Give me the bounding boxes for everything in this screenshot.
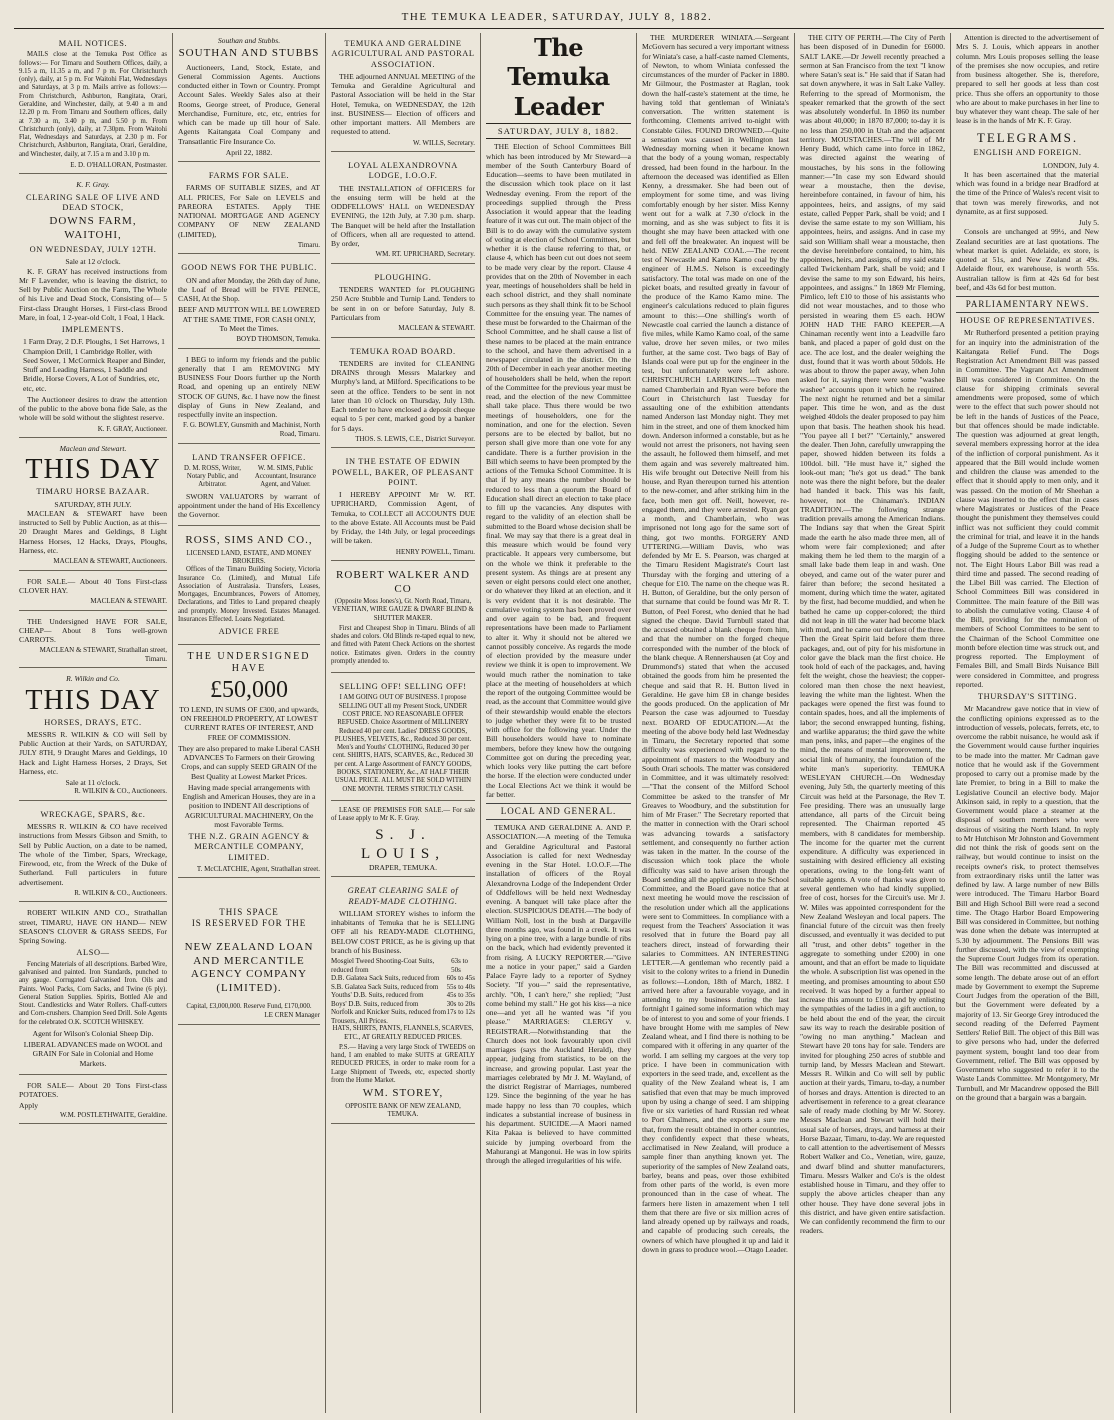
ad-southan-stubbs xyxy=(178,33,320,162)
ad-two-col xyxy=(178,465,320,492)
ad-heading: THE N.Z. GRAIN AGENCY & MERCANTILE COMPANY, LIMITED. xyxy=(188,832,310,862)
ad-lease xyxy=(331,804,475,877)
ad-heading: FARMS FOR SALE. xyxy=(208,171,290,181)
ad-heading: IMPLEMENTS. xyxy=(61,325,125,334)
price-row xyxy=(331,957,475,974)
ad-line: Sale at 12 o'clock. xyxy=(65,257,121,267)
ad-title: DOWNS FARM, WAITOHI, xyxy=(49,215,137,241)
ad-storey xyxy=(331,880,475,1124)
ad-tg-association xyxy=(331,33,475,152)
subsection-heading: ENGLISH AND FOREIGN. xyxy=(973,148,1082,158)
newspaper-page xyxy=(14,33,1104,1413)
leader-article: THE Election of School Committees Bill which has been introduced by Mr Steward—a member of the South Canterbury Board of Education—seems to have been mutilated in the discussion which took place on it last Wednesday evening. From the report of the proceedings supplied through the Press Association it would appear that the leading feature of it was cut out. The main object of the Bill is to do away with the cumulative system of voting at election of School Committees, but whether it is the clause referring to that, or clause 4, which has been cut out does not seem to be made very clear by the report. Clause 4 provides that on the 20th of November in each year, meetings of householders shall be held in each school district, and they shall nominate such persons as they shall think fit to be School Committee for the ensuing year. The names of these must be forwarded to the Chairman of the School Committee, and he shall cause a list of these names to be placed at the main entrance to the school, and have them advertised in a newspaper circulated in the district. On the 20th of December in each year another meeting of householders shall be held, when the report of the Committee for the previous year must be read, and the election of the new Committee shall take place. Thus there would be two meetings of householders, one for the nomination, and one for the election. Seven persons are to be elected by ballot, but no person shall give more than one vote for any candidate. There is a further provision in the Bill which seems to have been prompted by the actions of the Temuka School Committee. It is that if by any means the number should be reduced to less than a quorum the Board of Education shall direct an election to take place to fill up the vacancies. Any disputes with regard to the validity of an election shall be submitted to the Board whose decision shall be final. We may say that there is a great deal in this measure which would be found very practicable. It appears very cumbersome, but on the whole we think it preferable to the present system. As things are at present any seven or eight persons could elect one another, or do whatever they liked at an election, and it is very evident that it is not desirable. The cumulative voting system has been proved over and over again to be bad, and frequent representations have been made to Parliament to alter it. Why it should not be altered we cannot possibly conceive. As regards the mode of election provided by the measure under review we think it is open to improvement. We would much rather the nomination to take place at the meeting of householders at which the report of the outgoing Committee would be read, as the account that Committee would give of their stewardship would enable the electors to judge whether they were fit to be trusted with office for the following year. Under the Bill householders would have to nominate members, before they knew how the outgoing Committee got on during the preceding year, which looks very like putting the cart before the horse. If the election were conducted under the Local Elections Act we think it would be far better. xyxy=(486,142,631,799)
column-1 xyxy=(14,33,172,1413)
ad-line: Apply xyxy=(19,1101,38,1111)
ad-signature: W.M. POSTLETHWAITE, Geraldine. xyxy=(59,1110,167,1119)
news-body: Mr Rutherford presented a petition praying for an inquiry into the administration of the Kaitangata Relief Fund. The Dogs Registration Act Amendment Bill was passed in Committee. The Vagrant Act Amendment Bill was considered in Committee. On the clause for shipping criminals several amendments were proposed, some of which were to the effect that such power should not be left in the hands of Justices of the Peace, but that offences should be made indictable. The question was adjourned at great length, several members expressing horror at the idea of the infliction of corporal punishment. As it appeared that the Bill would include women and children the clause was amended to the effect that it should apply to men only, and it was passed. On the motion of Mr Sheehan a clause was inserted to the effect that in cases where Magistrates or Justices of the Peace thought the punishment they themselves could inflict was not sufficient they could commit the criminal for trial, and leave it in the hands of a Judge of the Supreme Court as to whether flogging should be added to the sentence or not. The Eight Hours Labor Bill was read a third time and passed. The second reading of the Libel Bill was carried. The Election of School Committees Bill was considered in Committee. The main feature of the Bill was to abolish the cumulative voting. Clause 4 of the Bill, providing for the nomination of members of School Committees to be sent to the Chairman of the School Committee one month before election time was struck out, and progress reported. The Employment of Females Bill, and Small Birds Nuisance Bill were considered in Committee, and progress reported. xyxy=(956,328,1099,689)
ad-good-news xyxy=(178,257,320,348)
ad-title: NEW ZEALAND LOAN AND MERCANTILE AGENCY COMPANY (LIMITED). xyxy=(184,941,314,994)
ad-signature: MACLEAN & STEWART, Auctioneers. xyxy=(53,557,167,566)
masthead-title: THE TEMUKA LEADER, SATURDAY, JULY 8, 1882. xyxy=(401,11,713,23)
ad-heading: TEMUKA ROAD BOARD. xyxy=(350,346,456,356)
price-row xyxy=(331,983,475,992)
ad-right: W. M. SIMS, Public Accountant, Insurance Agent, and Valuer. xyxy=(254,464,317,489)
ad-this-day-bazaar xyxy=(19,441,167,571)
price-value: 45s to 35s xyxy=(446,991,475,1000)
ad-heading: LAND TRANSFER OFFICE. xyxy=(192,452,306,462)
ad-signature: F. G. BOWLEY, Gunsmith and Machinist, North Road, Timaru. xyxy=(183,421,320,438)
price-list xyxy=(331,957,475,1025)
ad-signature: MACLEAN & STEWART, Strathallan street, Timaru. xyxy=(39,646,167,663)
ad-line: THIS SPACE xyxy=(219,907,279,918)
ad-this-day-horses xyxy=(19,671,167,801)
ad-signature: MACLEAN & STEWART. xyxy=(398,324,475,333)
ad-for-sale-carrots xyxy=(19,614,167,669)
price-item: Youths' D.B. Suits, reduced from xyxy=(331,991,424,1000)
ad-road-board xyxy=(331,341,475,449)
ad-selling-off xyxy=(331,676,475,801)
ad-body: I BEG to inform my friends and the public generally that I am REMOVING MY BUSINESS Four Doors further up the North Road, and opening up an entirely NEW STOCK OF GUNS, &c. I have now the finest display of Guns in New Zealand, and respectfully invite an inspection. xyxy=(178,354,320,420)
ad-body: ROBERT WILKIN AND CO., Strathallan street, TIMARU, HAVE ON HAND— NEW SEASON'S CLOVER & GRASS SEEDS, For Spring Sowing. xyxy=(19,908,167,946)
ad-potatoes xyxy=(19,1078,167,1124)
ad-title: ROSS, SIMS AND CO., xyxy=(185,534,313,547)
ad-body: TO LEND, IN SUMS OF £300, and upwards, ON FREEHOLD PROPERTY, AT LOWEST CURRENT RATES OF INTEREST, AND FREE OF COMMISSION. xyxy=(179,704,319,742)
ad-body: FARMS OF SUITABLE SIZES, and AT ALL PRICES, For Sale on LEVELS and PAREORA ESTATES. Apply THE NATIONAL MORTGAGE AND AGENCY COMPANY OF NEW ZEALAND (LIMITED), xyxy=(178,183,320,239)
ad-heading: SELLING OFF! SELLING OFF! xyxy=(339,682,467,692)
ad-heading: MAIL NOTICES. xyxy=(58,39,128,48)
price-value: 30s to 20s xyxy=(446,999,475,1008)
ad-body: FOR SALE— About 20 Tons First-class POTATOES. xyxy=(19,1080,167,1100)
ad-amount: £50,000 xyxy=(210,676,288,703)
ad-heading: HORSES, DRAYS, ETC. xyxy=(44,717,142,727)
ad-body: The Auctioneer desires to draw the attention of the public to the above bona fide Sale, as the whole will be sold without the slightest reserve. xyxy=(19,394,167,423)
ad-title: THIS DAY xyxy=(25,454,161,486)
subsection-heading: HOUSE OF REPRESENTATIVES. xyxy=(959,316,1096,326)
ad-for-sale-hay xyxy=(19,574,167,611)
news-body: THE CITY OF PERTH.—The City of Perth has been disposed of in Dunedin for £6000. SALT LAKE.—Dr Jewell recently preached a sermon at San Francisco from the text "I know where Satan's seat is." He said that if Satan had sat down anywhere, it was in Salt Lake Valley. Referring to the spread of Mormonism, the speaker remarked that the growth of the sect was absolutely wonderful. In 1860 its number was about 40,000; in 1870 87,000; to-day it is no less than 250,000 in Utah and the adjacent territory. MOUSTACHES.—The will of Mr Henry Budd, which came into force in 1862, was directed against the wearing of moustaches, by his sons in the following manner:—"In case my son Edward should wear a moustache, then the devise, hereinbefore contained, in favour of him, his appointees, heirs, and assigns, of my said estate, called Pepper Park, shall be void; and I devise the same estate to my son William, his appointees, heirs, and assigns. And in case my said son William shall wear a moustache, then the devise hereinbefore contained, to him, his appointees, heirs, and assigns, of my said estate called Twickenham Park, shall be void; and I devise the same to my son Edward, his heirs, appointees, and assigns." In 1869 Mr Fleming, Pimlico, left £10 to those of his assistants who did not wear moustaches, and to those who persisted in wearing them £5 each. HOW JOHN HAD THE FARO KEEPER.—A Chinaman recently went into a Leadville faro bank, and placed a paper of gold dust on the ace. The ace lost, and the dealer weighing the dust, found that it was worth about 50dols. He was about to throw the paper away, when John asked for it, saying there were some "washee washee" accounts upon it which he required. The next night he returned and bet a similar paper. This time he won, and as the dust weighed 40dols the dealer proposed to pay him upon that basis. The heathen shook his head. "You payee all I bet?" "Certainly," answered the dealer. Then John, carefully unwrapping the paper, showed hidden between its folds a 100dol. bill. "He must have it," sighed the look-out man; "he's got us dead." The bank note was there the night before, but the dealer had handed it back. This was his fault, however, not the Chinaman's. INDIAN TRADITION.—The following strange tradition prevails among the American Indians. The Indians say that when the Great Spirit made the earth he also made three men, all of whom were fair complexioned; and after making them he led them to the margin of a small lake bade them leap in and wash. One obeyed, and came out of the water purer and fairer than before; the second hesitated a moment, during which time the water, agitated by the first, had become muddied, and when he bathed he came up copper-colored; the third did not leap in till the water had become black with mud, and he came out darkest of the three. Then the Great Spirit laid before them three packages, and, out of pity for his misfortune in color gave the black man the first choice. He took hold of each of the packages, and, having felt the weight, chose the heaviest; the copper-colored man then chose the next heaviest, leaving the white man the lightest. When the packages were opened the first was found to contain spades, hoes, and all the implements of labor; the second enwrapped hunting, fishing, and warlike apparatus; the third gave the white man pens, inks, and paper—the engines of the mind, the means of mental improvement, the social link of humanity, the foundation of the white man's superiority. TEMUKA WESLEYAN CHURCH.—On Wednesday evening, July 5th, the quarterly meeting of this Circuit was held at the Parsonage, the Rev T. Fee presiding. There was an unusually large attendance, all parts of the Circuit being represented. The Chairman reported 45 members, with 8 candidates for membership. The income for the quarter met the current expenditure. A difficulty was experienced in sustaining with desired efficiency all existing operations, owing to the long-felt want of suitable agents. A vote of thanks was given to several gentlemen who had kindly supplied, free of cost, horses for the Circuit's use. Mr J. W. Miles was appointed correspondent for the New Zealand Wesleyan and local papers. The financial future of the circuit was then freely discussed, and eventually it was decided to put all "trust, and other debts" together in the aggregate to something under £200) in one amount, and that an effort be made to liquidate the whole. A subscription list was opened in the meeting, and promises amounting to about £50 received. It was hoped by a further appeal to increase this amount to £100, and by enlisting the sympathies of the ladies in a gift auction, to be held about the end of the year, the circuit saw its way to reach the desirable position of "owing no man anything." Maclean and Stewart have 20 tons hay for sale. Tenders are invited for ploughing 250 acres of stubble and turnip land, by Messrs Maclean and Stewart. Messrs R. Wilkin and Co will sell by public auction at their yards, Timaru, to-day, a number of horses and drays. Attention is directed to an advertisement in reference to a great clearance sale of ready made clothing by Mr W. Storey. Messrs Maclean and Stewart will hold their usual sale of horses, drays, and harness at their Horse Bazaar, Timaru, to-day. We are requested to call attention to the advertisement of Messrs Robert Walker and Co., Venetian, wire, gauze, and dwarf blind and shutter manufacturers, Timaru. Messrs Walker and Co's is the oldest established house in Timaru, and they offer to supply the above articles cheaper than any other house. They have done several jobs in this district, and have given entire satisfaction. We can confidently recommend the firm to our readers. xyxy=(800,33,946,1236)
ad-title: S. J. LOUIS, xyxy=(361,827,445,862)
ad-strip: R. Wilkin and Co. xyxy=(66,674,120,684)
ad-heading: CLEARING SALE OF LIVE AND DEAD STOCK, xyxy=(25,192,161,212)
ad-heading: TIMARU HORSE BAZAAR. xyxy=(36,487,150,497)
ad-signature: T. McCLATCHIE, Agent, Strathallan street. xyxy=(196,864,320,873)
ad-clearing-sale xyxy=(19,177,167,438)
ad-signature: K. F. GRAY, Auctioneer. xyxy=(97,424,167,433)
subsection-heading: THURSDAY'S SITTING. xyxy=(977,692,1078,702)
ad-title: WM. STOREY, xyxy=(362,1087,444,1100)
section-heading: TELEGRAMS. xyxy=(976,129,1079,145)
ad-line: LIBERAL ADVANCES made on WOOL and GRAIN For Sale in Colonial and Home Markets. xyxy=(23,1040,163,1068)
ad-signature: R. WILKIN & CO., Auctioneers. xyxy=(74,787,167,796)
price-row xyxy=(331,1008,475,1017)
ad-signature: Timaru. xyxy=(297,240,320,249)
ad-robert-wilkin xyxy=(19,905,167,1075)
ad-line: Capital, £3,000,000. Reserve Fund, £170,000. xyxy=(186,1003,312,1011)
ad-loyal-lodge xyxy=(331,155,475,264)
paper-title: The Temuka Leader xyxy=(486,33,631,124)
ad-title: ROBERT WALKER AND CO xyxy=(336,569,470,595)
price-row xyxy=(331,1017,475,1026)
ad-signature: LE CREN Manager xyxy=(264,1011,320,1020)
ad-signature: BOYD THOMSON, Temuka. xyxy=(236,335,320,344)
price-value: 63s to 50s xyxy=(451,957,468,974)
ad-body: FOR SALE.— About 40 Tons First-class CLOVER HAY. xyxy=(19,576,167,595)
ad-heading: LOYAL ALEXANDROVNA LODGE, I.O.O.F. xyxy=(348,161,458,181)
column-6 xyxy=(794,33,950,1413)
ad-body: First and Cheapest Shop in Timaru. Blinds of all shades and colors. Old Blinds re-taped equal to new, and fitted with Patent Check Actions on the shortest notice. Estimates given. Orders in the country promptly attended to. xyxy=(331,624,475,665)
ad-body: P.S.— Having a very large Stock of TWEEDS on hand, I am enabled to make SUITS at GREATLY REDUCED PRICES, in order to make room for a Large Shipment of Tweeds, etc, expected shortly from the Home Market. xyxy=(331,1043,475,1084)
ad-body: Having made special arrangements with English and American Houses, they are in a position to INDENT All descriptions of AGRICULTURAL MACHINERY, On the most Favorable Terms. xyxy=(182,782,316,829)
ad-strip: Southan and Stubbs. xyxy=(217,36,281,45)
news-body: Consols are unchanged at 99½, and New Zealand securities are at last quotations. The wheat market is quiet. Adelaide, ex store, is quoted at 51s, and New Zealand at 49s. Adelaide flour, ex warehouse, is worth 55s. Australian tallow is firm at 42s 6d for best beef, and 43s 6d for best mutton. xyxy=(956,227,1099,292)
ad-date: April 22, 1882. xyxy=(225,147,273,157)
ad-robert-walker xyxy=(331,564,475,673)
ad-body: SWORN VALUATORS by warrant of appointment under the hand of His Excellency the Governor. xyxy=(178,491,320,520)
ad-loans xyxy=(178,648,320,879)
ad-body: They are also prepared to make Liberal CASH ADVANCES To Farmers on their Growing Crops, and can supply SEED GRAIN Of the Best Quality at Lowest Market Prices. xyxy=(178,743,320,781)
ad-signature: W. WILLS, Secretary. xyxy=(413,138,475,147)
ad-heading: GREAT CLEARING SALE of READY-MADE CLOTHING. xyxy=(347,886,459,906)
price-item: S.B. Galatea Sack Suits, reduced from xyxy=(331,982,439,991)
ad-reserved-space xyxy=(178,881,320,1024)
ad-farms-for-sale xyxy=(178,165,320,254)
column-5 xyxy=(636,33,794,1413)
ad-body: I HEREBY APPOINT Mr W. RT. UPRICHARD, Commission Agent, of Temuka, to COLLECT all ACCOUNTS DUE to the above Estate. All Accounts must be Paid by Friday, the 14th July, or legal proceedings will be taken. xyxy=(331,490,475,546)
ad-body: THE INSTALLATION of OFFICERS for the ensuing term will be held at the ODDFELLOWS' HALL on WEDNESDAY EVENING, the 12th July, at 7.30 p.m. sharp. The Banquet will be held after the Installation of Officers, when all are requested to attend. By order, xyxy=(331,183,475,249)
ad-left: D. M. ROSS, Writer, Notary Public, and Arbitrator. xyxy=(184,464,241,489)
ad-line: Agent for Wilson's Colonial Sheep Dip. xyxy=(32,1028,154,1038)
local-news: TEMUKA AND GERALDINE A. AND P. ASSOCIATION.—A meeting of the Temuka and Geraldine Agricultural and Pastoral Association is called for next Wednesday evening in the Star Hotel. I.O.O.F.—The installation of officers of the Royal Alexandrovna Lodge of the Independent Order of Oddfellows will be held next Wednesday evening. A banquet will take place after the election. SUSPICIOUS DEATH.—The body of William Noll, lost in the bush at Dargaville three months ago, was found in a creek. It was lying on a pine tree, with a large bundle of ribs on the back, which had evidently prevented it from rising. A LUCKY REPORTER.—"Give me a notice in your paper," said a Garden Palace Fayre lady to a reporter of Sydney Society. "If you—" said the representative, archly. "Oh, I can't here," she replied; "Just come behind my stall." He got his kiss—a nice one—and yet all he wanted was "if you please." MARRIAGES: CLERGY v. REGISTRAR.—Notwithstanding that the Church does not look favourably upon civil marriages (says the Auckland Herald), they appear, judging from statistics, to be on the increase, and growing popular. Last year the marriages celebrated by Mr J. M. Wayland, of the district Registrar of Marriages, numbered 129. Since the beginning of the year he has made happy no less than 70 couples, which indicates a substantial increase of business in his department. SUICIDE.—A Maori named Kita Pakaa is believed to have committed suicide by jumping overboard from the Mahurangi at Mangonui. He was in low spirits through the alleged irregularities of his wife. xyxy=(486,823,631,1165)
ad-heading: IN THE ESTATE OF EDWIN POWELL, BAKER, OF PLEASANT POINT. xyxy=(332,457,474,487)
price-row xyxy=(331,1000,475,1009)
dateline: July 5. xyxy=(1078,218,1099,228)
column-2 xyxy=(172,33,325,1413)
ad-body: THE adjourned ANNUAL MEETING of the Temuka and Geraldine Agricultural and Pastoral Association will be held in the Star Hotel, Temuka, on WEDNESDAY, the 12th inst. BUSINESS— Election of officers and other important matters. All Members are requested to attend. xyxy=(331,71,475,137)
ad-signature: HENRY POWELL, Timaru. xyxy=(395,547,475,556)
news-body: THE MURDERER WINIATA.—Sergeant McGovern has secured a very important witness for Winiata's case, a half-caste named Clements, of Newton, to whom Winiata confessed the circumstances of the murder of Packer in 1880. Mr Gilmour, the Postmaster at Raglan, took down the half-caste's statement at the time, he having told that gentleman of Winiata's conversation. The written statement is forthcoming. Clements arrived to-night with Constable Giles. FOUND DROWNED.—Quite a sensation was caused in Wellington last Wednesday morning when it became known that the body of a young woman, respectably dressed, had been found in the harbour. In the afternoon the deceased was identified as Ellen Kenny, a dressmaker. She had been out of employment for some time, and was living comfortably enough by her sister. Miss Kenny went out for a walk at 7.30 o'clock in the morning, and as she was subject to fits it is thought she may have been attacked with one and fell off the breakwater. An inquest will be held. NEW ZEALAND COAL.—The recent test of Newcastle and Kamo Kamo coal by the engineer of H.M.S. Nelson is exceedingly satisfactory. The total was made on one of the picket boats, and resulted greatly in favour of the produce of the Kamo Kamo mine. The engineer's calculations reduced to plain figures amount to this:—One shilling's worth of Newcastle coal carried the launch a distance of five miles, while Kamo Kamo coal, of the same value, drove her seven miles, or two miles further, at the same cost. Two bags of Bay of Islands coal were put up for the engineer in the test, but unfortunately were left ashore. CHRISTCHURCH LARRIKINS.—Two men named Chamberlain and Ryan were before the Court in Christchurch last Tuesday for assaulting one of the exhibition attendants named Anderson last Monday night. They met him in the street, and one of them knocked him down. Anderson informed a constable, but as he would not arrest the prisoners, not having seen the assault, he followed them himself, and met them again and was severely maltreated him. His wife brought out Detective Neill from his house, and Ryan thereupon turned his attention to the new-comer, and after striking him in the face, both men got off. Neill, however, re-engaged them, and they were arrested. Ryan got a month, and Chamberlain, who was imprisoned not long ago for the same sort of thing, got two months. FORGERY AND UTTERING.—William Davis, who was defended by Mr E. S. Pearson, was charged at the Timaru Resident Magistrate's Court last Thursday with the forging and uttering of a cheque for £10. The name on the cheque was R. H. Button, of Geraldine, but the only person of that surname that could be found was Mr R. T. Button, of Peel Forest, who denied that he had signed the cheque. David Turnbull stated that the accused obtained a blank cheque from him, and that the number on the forged cheque corresponded with the number of the block of the blank cheque. A Rennershausen (at Coy and Drummond's) stated that when the accused obtained the goods from him he presented the cheque and said that R. H. Button lived in Geraldine. He gave him £8 in change besides the goods produced. On the application of Mr Pearson the case was adjourned to Tuesday next. BOARD OF EDUCATION.—At the meeting of the above body held last Wednesday in Timaru, the Secretary reported that some difficulty was experienced with regard to the appointment of masters to the Woodbury and South Orari schools. The matter was considered in Committee, and it was ultimately resolved:—"That the consent of the Milford School Committee be asked to the transfer of Mr Greaves to Woodbury, and the substitution for him of Mr Fraser." The Secretary reported that the matter in connection with the Orari school was advancing towards a satisfactory settlement, and consequently no further action was taken in the matter. In the course of the discussion which took place the whole difficulty was said to have arisen through the Board sending all the applications to the School Committee, and the Board gave notice that at next meeting he would move the rescission of the resolution under which all the applications were sent to Committees. In compliance with a request from the Teachers' Association it was resolved that in future the Board pay all teachers direct, instead of forwarding their salaries to Committees. AN INTERESTING LETTER.—A gentleman who recently paid a visit to the colony writes to a friend in Dunedin as follows:—London, 18th of March, 1882. I arrived here after a favourable voyage, and in attending to my business during the last fortnight I gained some information which may be of interest to you and some of your friends. I have brought Home with me samples of New Zealand wheat, and I find there is nothing to be compared with it offering in any quarter of the world. I am selling my cargoes at the very top price. I have been in communication with exporters in the seed trade, and, excellent as the quality of the New Zealand wheat is, I am satisfied that even that may be much improved upon by using a change of seed. I am shipping five or six varieties of hard Russian red wheat to Port Chalmers, and the exports a sure me that, from the result obtained in other countries, they confidently expect that these wheats, acclimatised in New Zealand, will produce a sample finer than anything known yet. The superiority of the samples of New Zealand oats, barley, beans and peas, over those exhibited from other parts of the world, is even more pronounced than in the case of wheat. The farmers here listen in amazement when I tell them that there are five or six million acres of land already opened up by railways and roads, and capable of producing such cereals, the owners of which have ploughed it up and laid it down in grass to produce wool.—Otago Leader. xyxy=(642,33,789,1254)
ad-body: TENDERS WANTED for PLOUGHING 250 Acre Stubble and Turnip Land. Tenders to be sent in on or before Saturday, July 8. Particulars from xyxy=(331,285,475,322)
price-item: D.B. Galatea Sack Suits, reduced from xyxy=(331,974,440,983)
ad-body: MESSRS R. WILKIN & CO will Sell by Public Auction at their Yards, on SATURDAY, JULY 8TH, 9 Draught Mares and Geldings, 10 Hack and Light Harness Horses, 2 Drays, Set Harness, etc. xyxy=(19,729,167,776)
news-body: Mr Macandrew gave notice that in view of the conflicting opinions expressed as to the introduction of vessels, polecats, ferrets, etc, to overcome the rabbit nuisance, he would ask if the Government would cause further inquiries to be made into the matter. Mr Cadman gave notice that he would ask if the Government proposed to carry out a promise made by the late Premier, to bring in a Bill to make the Legislative Council an elective body. Major Atkinson said, in reply to a question, that the Government would place a steamer at the disposal of southern members who were desirous of visiting the North Island. In reply to Mr Hutchison Mr Johnston and Government did not think the risk of goods sent on the railway, but would continue to insist on the receipts owner's risk, to protect themselves from extraordinary risks until the latter was defined by law. A large number of new Bills were introduced. The Timaru Harbor Board Bill and High School Bill were read a second time. The Otago Harbor Board Empowering Bill was considered in Committee, but nothing was done when the debate was interrupted at 5.30 by adjournment. The Pensions Bill was further discussed, with the view of exempting the Supreme Court Judges from its operation. The Bill was recommitted and discussed at some length. The debate arose out of an effort made by Government to exempt the Supreme Court Judges from the operation of the Bill, but the Government were defeated by a majority of 13. Sir George Grey introduced the second reading of the Deferred Payment Settlers' Relief Bill. The object of this Bill was to give persons who had, under the deferred payment system, bought land too dear from Government, relief. The Bill was opposed by Government who suggested to refer it to the Waste Lands Committee. Mr Montgomery, Mr Turnbull, and Mr Macandrew opposed the Bill on the ground that a bargain was a bargain. xyxy=(956,704,1100,1102)
ad-heading: WRECKAGE, SPARS, &c. xyxy=(40,809,146,819)
price-item: Trousers, All Prices. xyxy=(331,1016,388,1025)
ad-removing xyxy=(178,352,320,444)
section-heading: LOCAL AND GENERAL. xyxy=(486,803,631,820)
ad-body: ON and after Monday, the 26th day of June, the Loaf of Bread will be FIVE PENCE, CASH, At the Shop. xyxy=(178,275,320,304)
price-row xyxy=(331,974,475,983)
ad-strip: K. F. Gray. xyxy=(76,180,110,190)
ad-heading: GOOD NEWS FOR THE PUBLIC. xyxy=(181,263,317,273)
ad-body: TENDERS are invited for CLEANING DRAINS through Messrs Malarkey and Murphy's land, at Milford. Specifications to be seen at the office. Tenders to be sent in not later than 10 o'clock on Thursday, July 13th. Each tender to have enclosed a deposit cheque equal to 5 per cent, marked good by a banker for 5 days. xyxy=(331,358,475,433)
ad-line: IS RESERVED FOR THE xyxy=(191,918,307,929)
ad-signature: MACLEAN & STEWART. xyxy=(90,597,167,606)
ad-heading: PLOUGHING. xyxy=(374,272,432,282)
column-4 xyxy=(480,33,636,1413)
ad-title: SOUTHAN AND STUBBS xyxy=(178,47,320,60)
ad-subtitle: LICENSED LAND, ESTATE, AND MONEY BROKERS. xyxy=(186,549,312,566)
ad-list: 1 Farm Dray, 2 D.F. Ploughs, 1 Set Harrows, 1 Champion Drill, 1 Cambridge Roller, with Seed Sower, 1 McCormick Reaper and Binder, Stuff and Leading Harness, 1 Saddle and Bridle, Horse Covers, A Lot of Sundries, etc, etc, etc. xyxy=(23,337,166,393)
ad-signature: THOS. S. LEWIS, C.E., District Surveyor. xyxy=(355,434,475,443)
ad-subtitle: DRAPER, TEMUKA. xyxy=(369,863,437,872)
ad-body: THE Undersigned HAVE FOR SALE, CHEAP— About 8 Tons well-grown CARROTS. xyxy=(19,616,167,645)
price-value: 55s to 40s xyxy=(446,982,475,991)
ad-body: BEEF AND MUTTON WILL BE LOWERED AT THE SAME TIME, FOR CASH ONLY, To Meet the Times. xyxy=(178,305,320,333)
column-3 xyxy=(325,33,480,1413)
ad-body: K. F. GRAY has received instructions from Mr F Lavender, who is leaving the district, to Sell by Public Auction on the Farm, The Whole of his Live and Dead Stock, Consisting of— 5 First-class Draught Horses, 1 First-class Brood Mare, in foal, 1 2-year-old Colt, 1 Foal, 1 Hack. xyxy=(19,266,167,322)
section-heading: PARLIAMENTARY NEWS. xyxy=(956,296,1099,313)
ad-body: Auctioneers, Land, Stock, Estate, and General Commission Agents. Auctions conducted either in Town or Country. Prompt Account Sales. Weekly Sales also at their Rooms, George street, of Produce, General Merchandise, Furniture, etc, etc, entries for which can be made up till hour of Sale. Agents Kaitangata Coal Company and Transatlantic Fire Insurance Co. xyxy=(178,62,320,146)
ad-heading: ALSO— xyxy=(76,948,110,958)
ad-heading: ADVICE FREE xyxy=(218,627,280,637)
ad-title: THIS DAY xyxy=(25,684,161,716)
ad-signature: R. WILKIN & CO., Auctioneers. xyxy=(74,888,167,897)
price-item: Mosgiel Tweed Shooting-Coat Suits, reduced from xyxy=(331,957,435,974)
ad-subtitle: ON WEDNESDAY, JULY 12TH. xyxy=(29,245,157,254)
paper-dateline: SATURDAY, JULY 8, 1882. xyxy=(486,125,631,139)
ad-body: WILLIAM STOREY wishes to inform the inhabitants of Temuka that he is SELLING OFF all his READY-MADE CLOTHING, BELOW COST PRICE, as he is giving up that branch of his Business. xyxy=(331,908,475,955)
ad-body: HATS, SHIRTS, PANTS, FLANNELS, SCARVES, ETC., AT GREATLY REDUCED PRICES. xyxy=(332,1025,474,1041)
ad-body: Offices of the Timaru Building Society, Victoria Insurance Co. (Limited), and Mutual Life Association of Australasia. Transfers, Leases, Mortgages, Encumbrances, Powers of Attorney, Declarations, and Titles to Land prepared cheaply and promptly. Money Invested. Estates Managed. Insurances Effected. Loans Negotiated. xyxy=(178,566,320,624)
ad-body: I AM GOING OUT OF BUSINESS. I propose SELLING OUT all my Present Stock, UNDER COST PRICE. NO REASONABLE OFFER REFUSED. Choice Assortment of MILLINERY Reduced 40 per cent. Ladies' DRESS GOODS, PLUSHES, VELVETS, &c., Reduced 30 per cent. Men's and Youths' CLOTHING, Reduced 30 per cent. SHIRTS, HATS, SCARVES, &c., Reduced 30 per cent. A Large Assortment of FANCY GOODS, BOOKS, STATIONERY, &c., AT HALF THEIR USUAL PRICE. ALL MUST BE SOLD WITHIN ONE MONTH. TERMS STRICTLY CASH. xyxy=(332,694,474,793)
ad-subtitle: OPPOSITE BANK OF NEW ZEALAND, TEMUKA. xyxy=(345,1102,461,1118)
price-item: Boys' D.B. Suits, reduced from xyxy=(331,999,419,1008)
dateline: LONDON, July 4. xyxy=(1042,160,1099,170)
ad-heading: THE UNDERSIGNED HAVE xyxy=(187,650,311,674)
news-body: Attention is directed to the advertisement of Mrs S. J. Louis, which appears in another column. Mrs Louis proposes selling the lease of the premises she now occupies, and retire from business altogether. She is, therefore, prepared to sell her goods at less than cost price. Thus she offers an opportunity to those who are about to make purchases in her line to buy whatever they want cheap. The sale of her lease is in the hands of Mr K. F. Gray. xyxy=(956,33,1099,126)
price-value: 60s to 45s xyxy=(446,974,475,983)
ad-strip: Maclean and Stewart. xyxy=(59,444,127,454)
news-body: It has been ascertained that the material which was found in a bridge near Bradford at the time of the Prince of Wales's recent visit to that town was merely fireworks, and not dynamite, as at first supposed. xyxy=(956,169,1099,216)
masthead xyxy=(0,0,1114,30)
ad-body: MAILS close at the Temuka Post Office as follows:— For Timaru and Southern Offices, daily, a 9.15 a m, 11.35 a m, and 7 p m. For Christchurch (only), daily, at 5 p m. For Waitohi Flat, Wednesdays and Saturdays, at 3 p m. Mails arrive as follows:— From Christchurch, Ashburton, Rangitata, Orari, Geraldine, and Winchester, daily, at 9.40 a m and 12.20 p m. From Timaru and Southern offices, daily at 7.30 a m, 3.40 p m, and 5.50 p m. From Christchurch (only), daily, at 7.30pm. From Waitohi Flat, Wednesdays and Saturdays, at 2.30 p m. For Christchurch, Ashburton, Rangitata, Orari, Geraldine, and Winchester, daily, at 7.15 a m and 3.10 p m. xyxy=(19,51,167,158)
ad-mail-notices xyxy=(19,33,167,174)
ad-signature: E. D. O'HALLORAN, Postmaster. xyxy=(70,160,167,169)
ad-land-transfer xyxy=(178,447,320,527)
ad-signature: WM. RT. UPRICHARD, Secretary. xyxy=(375,250,475,259)
ad-line: Sale at 11 o'clock. xyxy=(65,778,121,788)
ad-line: SATURDAY, 8TH JULY. xyxy=(54,499,132,509)
ad-body: LEASE OF PREMISES FOR SALE.— For sale of Lease apply to Mr K. F. Gray. xyxy=(331,806,475,823)
ad-subtitle: (Opposite Moss Jones's), Gt. North Road, Timaru, VENETIAN, WIRE GAUZE & DWARF BLIND & SHUTTER MAKER. xyxy=(332,597,474,622)
price-value: 17s to 12s xyxy=(446,1008,475,1017)
ad-list: Fencing Materials of all descriptions. Barbed Wire, galvanised and painted. Iron Standards, punched to any gauge. Corrugated Galvanised Iron. Oils and Paints. Wool Packs, Corn Sacks, and Twine (6 ply). General Station Supplies. Spirits, Bottled Ale and Stout. Candlesticks and Water Rollers. Chaff-cutters and Corn-crushers. Champion Seed Drill. Sole Agents for the celebrated O.K. SCOTCH WHISKEY. xyxy=(19,960,167,1026)
ad-ploughing xyxy=(331,267,475,338)
ad-body: MACLEAN & STEWART have been instructed to Sell by Public Auction, as at this— 20 Draught Mares and Geldings, 8 Light Harness Horses, 12 Hacks, Drays, Ploughs, Harness, etc. xyxy=(19,508,167,555)
ad-body: MESSRS R. WILKIN & CO have received instructions from Messrs Gibson and Smith, to Sell by Public Auction, on a date to be named, The whole of the Timber, Spars, Wreckage, Firewood, etc, from the Wreck of the Duke of Sutherland. Full particulers in future advertisement. xyxy=(19,822,167,887)
ad-powell-estate xyxy=(331,451,475,561)
ad-ross-sims xyxy=(178,529,320,644)
masthead-rule xyxy=(14,28,1104,29)
column-7 xyxy=(950,33,1104,1413)
price-item: Norfolk and Knicker Suits, reduced from xyxy=(331,1008,447,1017)
ad-wreckage xyxy=(19,804,167,903)
ad-heading: TEMUKA AND GERALDINE AGRICULTURAL AND PASTORAL ASSOCIATION. xyxy=(331,39,475,69)
price-row xyxy=(331,991,475,1000)
